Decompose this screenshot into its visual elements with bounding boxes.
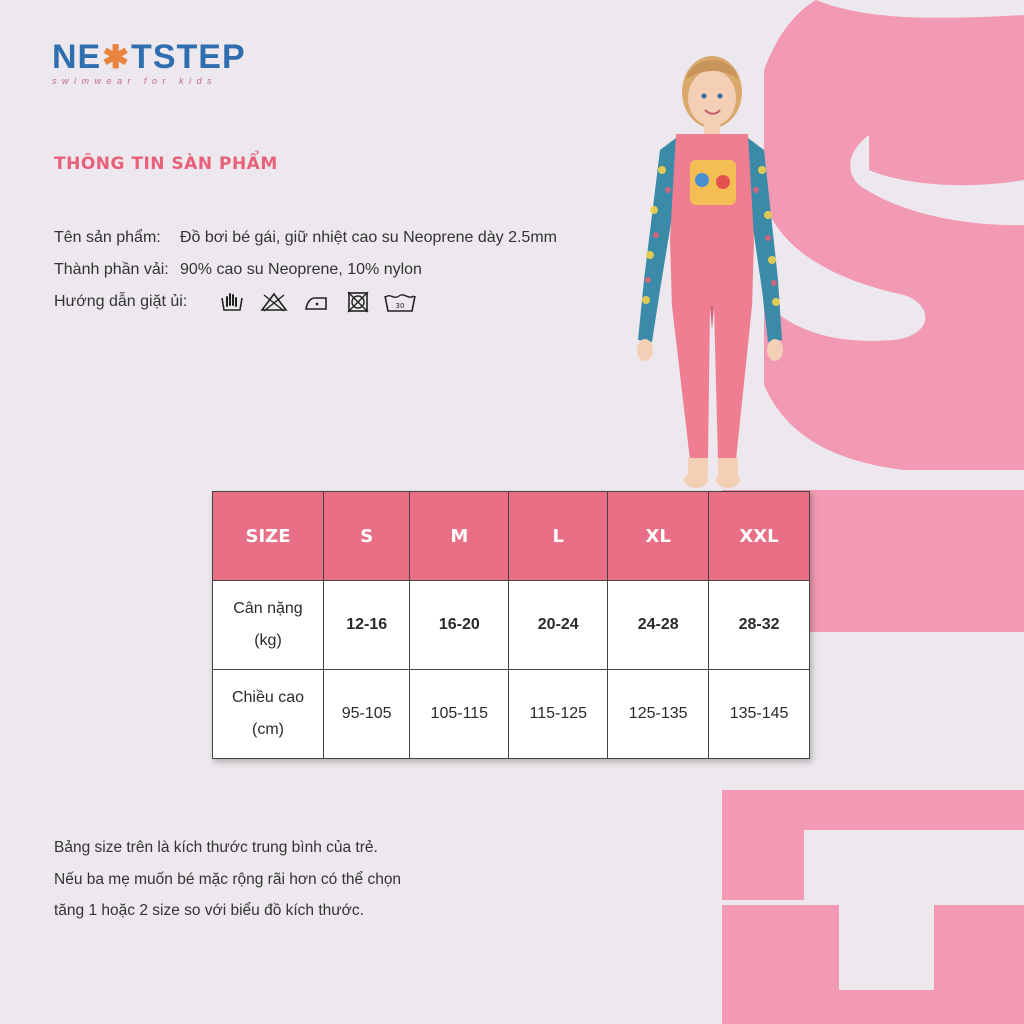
table-cell: 12-16 [324, 581, 410, 670]
note-line: tăng 1 hoặc 2 size so với biểu đồ kích thước. [54, 902, 364, 919]
starfish-icon: ✱ [102, 39, 131, 75]
info-row-care [54, 286, 557, 318]
product-name-value: Đồ bơi bé gái, giữ nhiệt cao su Neoprene dày 2.5mm [180, 229, 557, 246]
table-cell: 135-145 [709, 670, 810, 759]
care-icons [214, 291, 418, 313]
table-cell: 105-115 [410, 670, 509, 759]
header-l: L [509, 492, 608, 581]
weight-label: Cân nặng [233, 600, 303, 617]
model-photo [620, 40, 800, 495]
header-size: SIZE [213, 492, 324, 581]
weight-unit: (kg) [254, 632, 282, 649]
note-line: Bảng size trên là kích thước trung bình của trẻ. [54, 839, 378, 856]
header-s: S [324, 492, 410, 581]
brand-name-left: NE [52, 38, 102, 76]
row-label-weight [213, 581, 324, 670]
info-row-fabric [54, 254, 557, 286]
height-unit: (cm) [252, 721, 284, 738]
fabric-label: Thành phần vải: [54, 261, 169, 278]
brand-logo[interactable] [52, 40, 272, 100]
no-bleach-icon [256, 291, 292, 313]
brand-tagline: swimwear for kids [52, 76, 218, 86]
size-chart-table [212, 491, 810, 759]
table-cell: 115-125 [509, 670, 608, 759]
hand-wash-icon [214, 291, 250, 313]
product-info [54, 222, 557, 318]
size-notes [54, 832, 401, 927]
height-label: Chiều cao [231, 689, 305, 706]
info-row-name [54, 222, 557, 254]
table-cell: 28-32 [709, 581, 810, 670]
wash-30-icon [382, 291, 418, 313]
table-cell: 95-105 [324, 670, 410, 759]
low-iron-icon [298, 291, 334, 313]
header-m: M [410, 492, 509, 581]
table-cell: 20-24 [509, 581, 608, 670]
note-line: Nếu ba mẹ muốn bé mặc rộng rãi hơn có thể chọn [54, 870, 402, 888]
fabric-value: 90% cao su Neoprene, 10% nylon [180, 261, 422, 278]
table-row-height [213, 670, 810, 759]
header-xl: XL [608, 492, 709, 581]
table-row-weight [213, 581, 810, 670]
section-title: THÔNG TIN SÀN PHẨM [54, 154, 278, 174]
table-cell: 125-135 [608, 670, 709, 759]
brand-name-right: TSTEP [131, 38, 246, 76]
no-tumble-dry-icon [340, 291, 376, 313]
row-label-height [213, 670, 324, 759]
table-header-row [213, 492, 810, 581]
table-cell: 16-20 [410, 581, 509, 670]
product-name-label: Tên sản phẩm: [54, 229, 161, 246]
table-cell: 24-28 [608, 581, 709, 670]
kid-swimsuit-illustration [620, 40, 800, 495]
header-xxl: XXL [709, 492, 810, 581]
brand-wordmark [52, 40, 272, 74]
care-label: Hướng dẫn giặt ủi: [54, 293, 188, 310]
wash-temp-label: 30 [395, 302, 405, 310]
